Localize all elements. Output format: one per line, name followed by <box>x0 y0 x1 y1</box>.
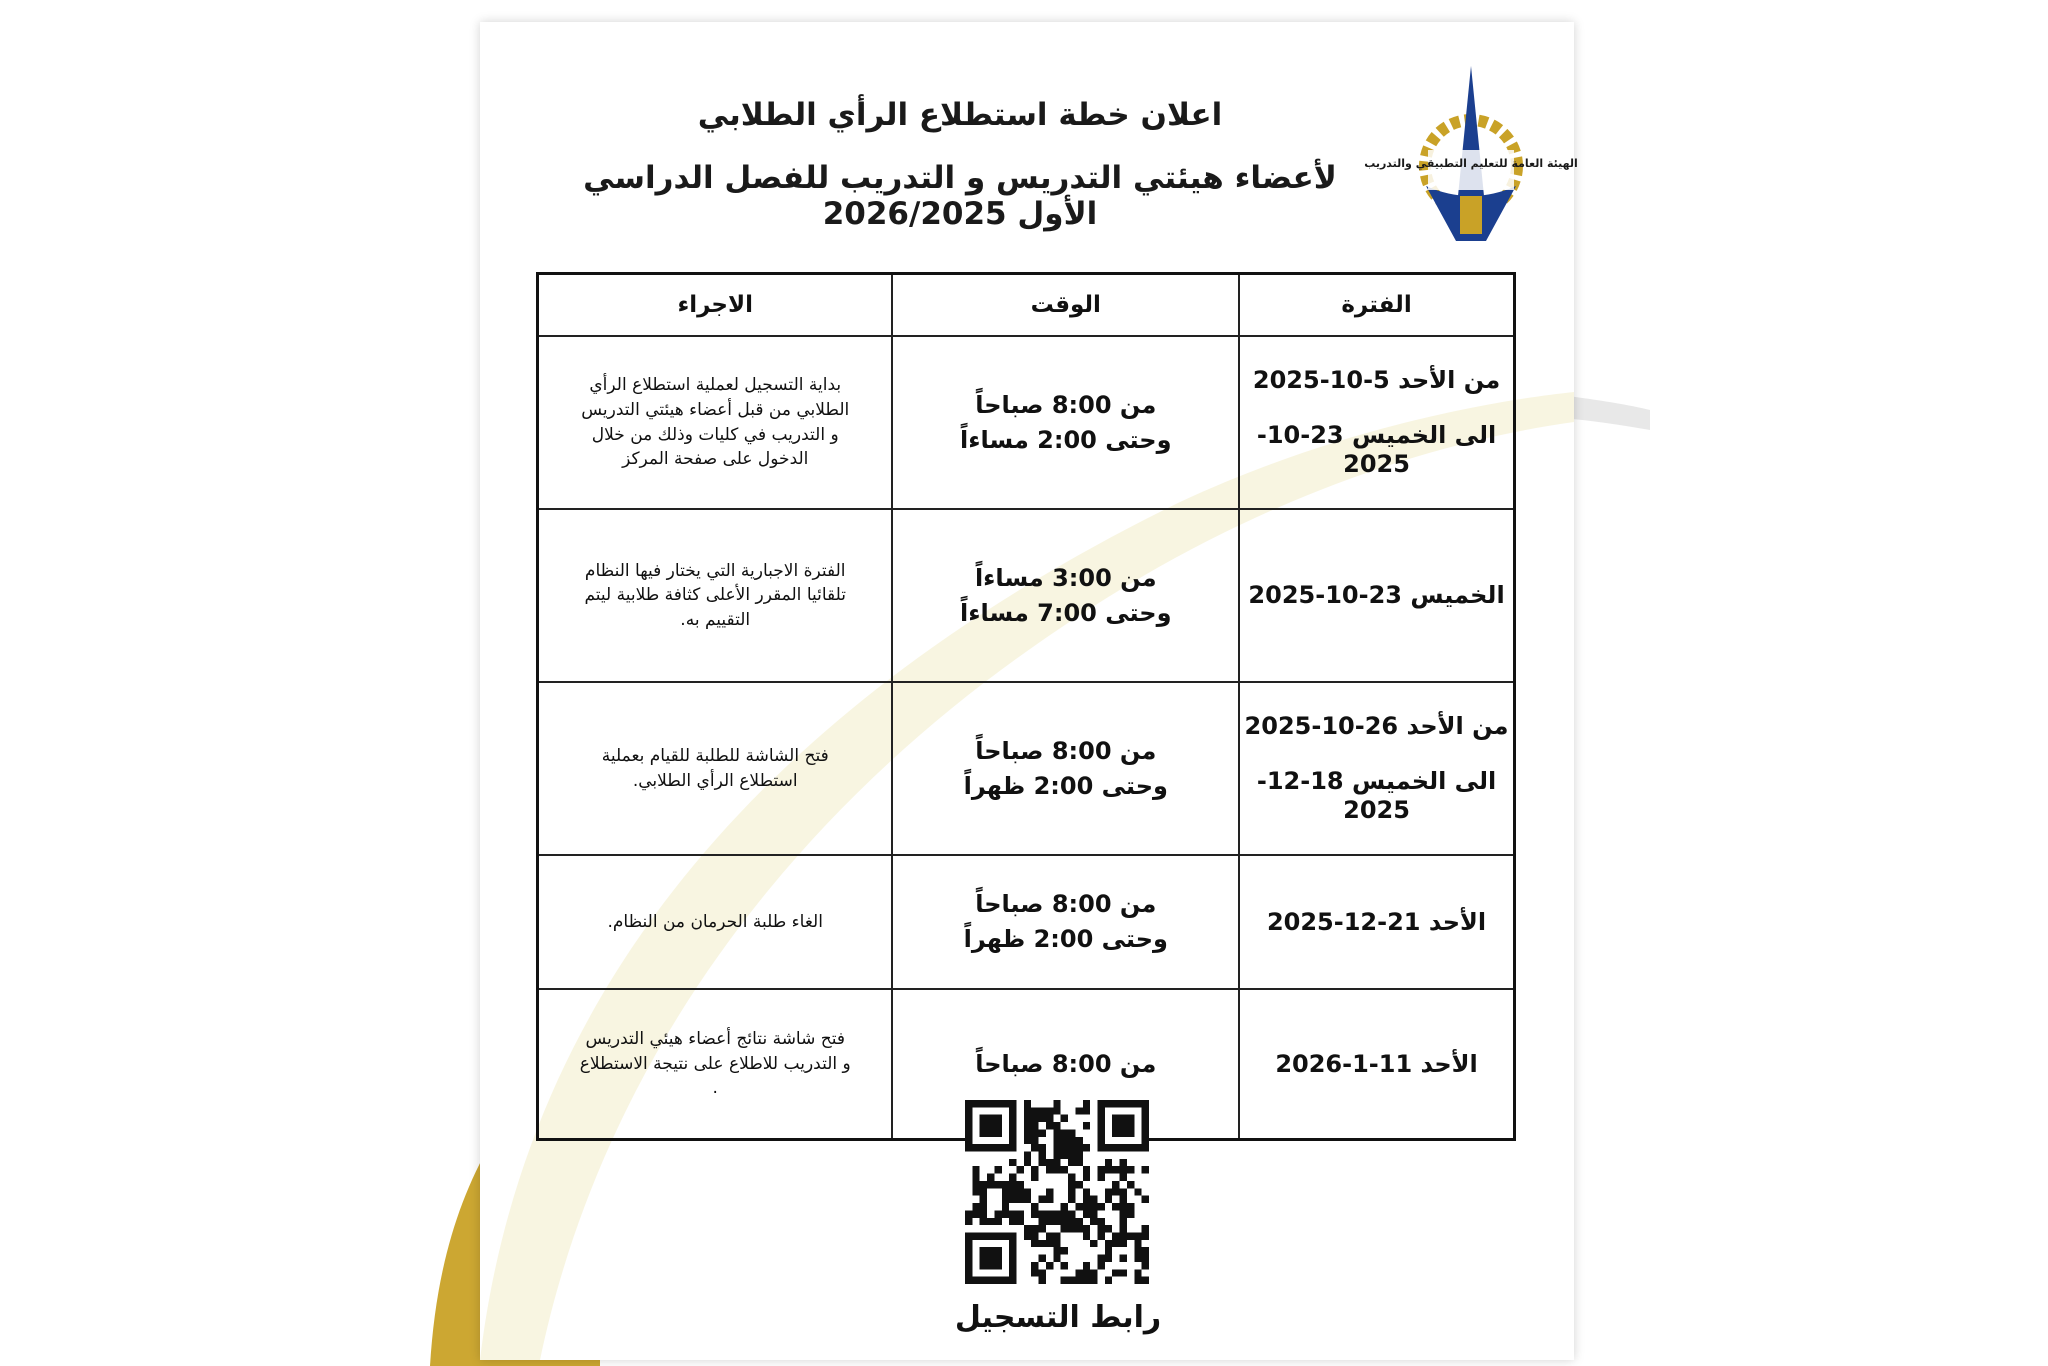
action-cell: فتح شاشة نتائج أعضاء هيئي التدريس و التدريب للاطلاع على نتيجة الاستطلاع . <box>538 989 893 1140</box>
period-end: الى الخميس 23-10-2025 <box>1256 421 1497 478</box>
table-row <box>538 682 1515 855</box>
institution-logo <box>1364 46 1578 246</box>
header-time: الوقت <box>892 274 1239 337</box>
period-start: الأحد 11-1-2026 <box>1275 1049 1478 1078</box>
time-from: من 3:00 مساءاً <box>974 563 1157 592</box>
period-end: الى الخميس 18-12-2025 <box>1256 767 1497 824</box>
time-cell <box>892 509 1239 682</box>
time-cell <box>892 336 1239 509</box>
time-from: من 8:00 صباحاً <box>975 890 1157 919</box>
registration-link-label[interactable]: رابط التسجيل <box>954 1300 1162 1335</box>
period-cell <box>1239 336 1514 509</box>
logo-text: الهيئة العامة للتعليم التطبيقي والتدريب <box>1364 157 1578 170</box>
period-cell <box>1239 509 1514 682</box>
time-to: وحتى 2:00 ظهراً <box>963 771 1168 800</box>
period-start: الخميس 23-10-2025 <box>1248 581 1505 610</box>
time-from: من 8:00 صباحاً <box>975 736 1157 765</box>
period-cell <box>1239 989 1514 1140</box>
action-cell: فتح الشاشة للطلبة للقيام بعملية استطلاع الرأي الطلابي. <box>538 682 893 855</box>
table-header-row <box>538 274 1515 337</box>
header-action: الاجراء <box>538 274 893 337</box>
period-cell <box>1239 682 1514 855</box>
header-period: الفترة <box>1239 274 1514 337</box>
time-from: من 8:00 صباحاً <box>975 1049 1157 1078</box>
time-to: وحتى 2:00 مساءاً <box>960 425 1172 454</box>
registration-qr-code[interactable] <box>965 1100 1149 1284</box>
time-to: وحتى 7:00 مساءاً <box>960 598 1172 627</box>
schedule-table <box>536 272 1516 1141</box>
period-start: من الأحد 26-10-2025 <box>1244 712 1509 741</box>
announcement-sheet <box>480 22 1578 1360</box>
page-subtitle: لأعضاء هيئتي التدريس و التدريب للفصل الدراسي الأول 2026/2025 <box>583 160 1337 232</box>
table-row <box>538 509 1515 682</box>
table-row <box>538 855 1515 989</box>
time-cell <box>892 682 1239 855</box>
time-to: وحتى 2:00 ظهراً <box>963 925 1168 953</box>
period-start: الأحد 21-12-2025 <box>1266 907 1487 936</box>
time-from: من 8:00 صباحاً <box>975 390 1157 419</box>
period-cell <box>1239 855 1514 989</box>
page-title: اعلان خطة استطلاع الرأي الطلابي <box>697 97 1223 133</box>
time-cell <box>892 855 1239 989</box>
action-cell: الغاء طلبة الحرمان من النظام. <box>538 855 893 989</box>
table-row <box>538 336 1515 509</box>
action-cell: بداية التسجيل لعملية استطلاع الرأي الطلابي من قبل أعضاء هيئتي التدريس و التدريب في كليات وذلك من خلال الدخول على صفحة المركز <box>538 336 893 509</box>
period-start: من الأحد 5-10-2025 <box>1252 366 1501 395</box>
action-cell: الفترة الاجبارية التي يختار فيها النظام تلقائيا المقرر الأعلى كثافة طلابية ليتم التقييم به. <box>538 509 893 682</box>
